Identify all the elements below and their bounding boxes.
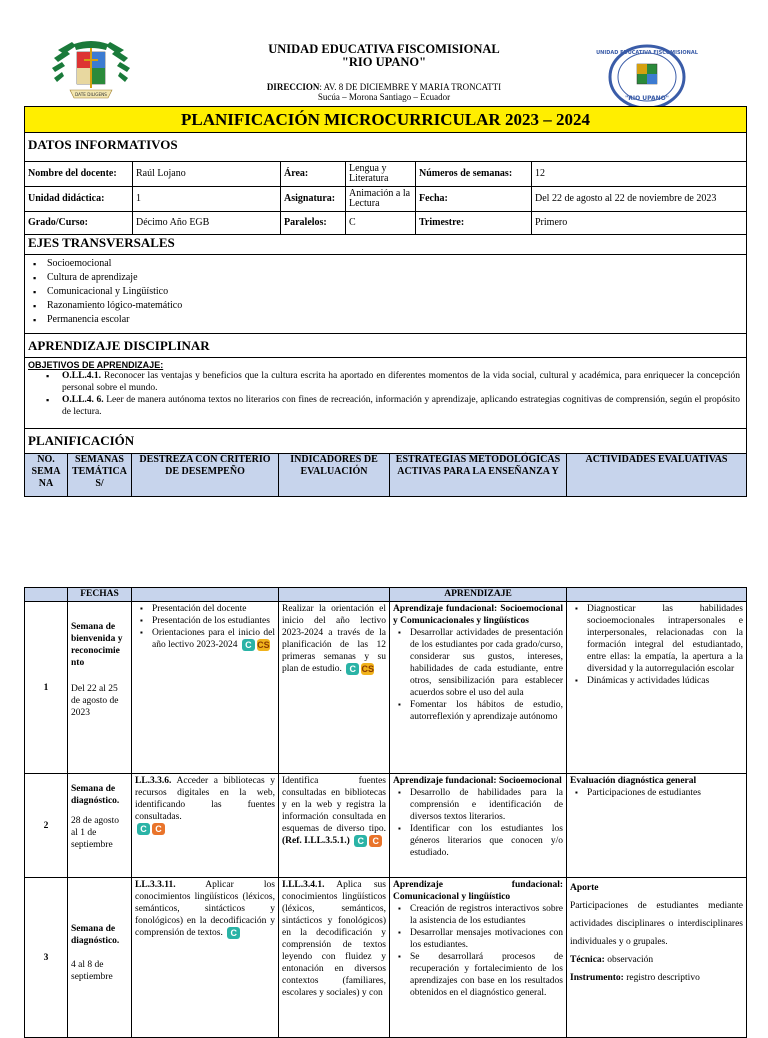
header-aprendizaje: APRENDIZAJE <box>390 588 567 602</box>
indicador-cell: I.LL.3.4.1. Aplica sus conocimientos lingüísticos (léxicos, semánticos, sintácticos y fonológicos) en la decodificación y comprensión de textos leyendo con fluidez y entonación en diversos contextos (familiares, escolares y sociales) y con <box>279 878 390 1038</box>
week-cell <box>68 602 132 774</box>
instrumento: Instrumento: registro descriptivo <box>570 973 700 983</box>
value-grado: Décimo Año EGB <box>133 212 281 235</box>
crest-motto: DATE DILIGENS <box>75 92 107 97</box>
competencia-s-icon: C <box>152 823 165 835</box>
ejes-list <box>25 255 746 329</box>
planificacion-section <box>24 429 747 453</box>
actividad-title: Evaluación diagnóstica general <box>570 776 697 786</box>
week-dates: 4 al 8 de septiembre <box>71 960 113 982</box>
col-header-destreza: DESTREZA CON CRITERIO DE DESEMPEÑO <box>132 454 279 497</box>
destreza-cell <box>132 602 279 774</box>
week-dates: 28 de agosto al 1 de septiembre <box>71 816 120 850</box>
list-item: ▪ Desarrollar mensajes motivaciones con los estudiantes. <box>410 927 563 951</box>
list-item: ▪ Presentación de los estudiantes <box>152 615 275 627</box>
address-label: DIRECCION <box>266 82 320 92</box>
datos-row <box>25 162 747 187</box>
estrategias-cell <box>390 774 567 878</box>
col-header-no-semana: NO. SEMA NA <box>25 454 68 497</box>
competencia-cs-icon: CS <box>257 640 270 650</box>
competencia-c-icon: C <box>242 639 255 651</box>
label-area: Área: <box>281 162 346 187</box>
label-grado: Grado/Curso: <box>25 212 133 235</box>
label-paralelos: Paralelos: <box>281 212 346 235</box>
school-name <box>0 43 768 69</box>
week-cell <box>68 878 132 1038</box>
ejes-heading: EJES TRANSVERSALES <box>25 231 746 255</box>
indicador-cell: Realizar la orientación el inicio del año lectivo 2023-2024 a través de la planificación de las 12 primeras semanas y su plan de estudio. C CS <box>279 602 390 774</box>
label-docente: Nombre del docente: <box>25 162 133 187</box>
label-asignatura: Asignatura: <box>281 187 346 212</box>
col-header-indicadores: INDICADORES DE EVALUACIÓN <box>279 454 390 497</box>
list-item: ▪ Comunicacional y Lingüístico <box>47 285 746 299</box>
school-location: Sucúa – Morona Santiago – Ecuador <box>317 92 451 102</box>
actividades-cell <box>567 878 747 1038</box>
indicador-cell: Identifica fuentes consultadas en bibliotecas y en la web y registra la información consultada en esquemas de diverso tipo. (Ref. I.LL.3.5.1.) C C <box>279 774 390 878</box>
list-item: ▪ Diagnosticar las habilidades socioemocionales intrapersonales e interpersonales, relacionadas con la formación integral del estudiantado, entre ellas: la empatía, la apertura a la diversidad y la autorregulación escolar <box>587 603 743 675</box>
list-item: ▪ Cultura de aprendizaje <box>47 271 746 285</box>
planificacion-table <box>24 587 747 1038</box>
list-item: ▪ Desarrollar actividades de presentación de los estudiantes por cada grado/curso, considerar sus gustos, intereses, habilidades de cada estudiante, entre otros, sensibilización para establecer acuerdos sobre el uso del aula <box>410 627 563 699</box>
value-fecha: Del 22 de agosto al 22 de noviembre de 2023 <box>532 187 747 212</box>
col-header-actividades: ACTIVIDADES EVALUATIVAS <box>567 454 747 497</box>
document-title: PLANIFICACIÓN MICROCURRICULAR 2023 – 2024 <box>24 106 747 133</box>
week-number: 3 <box>25 878 68 1038</box>
datos-table <box>24 161 747 235</box>
list-item: ▪ Dinámicas y actividades lúdicas <box>587 675 743 687</box>
seal-text-bottom: "RIO UPANO" <box>625 95 669 102</box>
label-semanas: Números de semanas: <box>416 162 532 187</box>
planificacion-header-table <box>24 453 747 497</box>
week-number: 1 <box>25 602 68 774</box>
datos-row <box>25 187 747 212</box>
header-fechas: FECHAS <box>68 588 132 602</box>
competencia-s-icon: C <box>369 835 382 847</box>
datos-heading: DATOS INFORMATIVOS <box>28 137 178 152</box>
week-cell <box>68 774 132 878</box>
value-semanas: 12 <box>532 162 747 187</box>
school-name-line1: UNIDAD EDUCATIVA FISCOMISIONAL <box>268 42 500 56</box>
objetivos-title: OBJETIVOS DE APRENDIZAJE: <box>28 360 164 370</box>
actividades-cell <box>567 602 747 774</box>
list-item: ▪ Participaciones de estudiantes <box>587 787 743 799</box>
list-item: ▪ Permanencia escolar <box>47 313 746 327</box>
actividades-cell <box>567 774 747 878</box>
estrategia-title: Aprendizaje fundacional: Socioemocional y Comunicacionales y lingüísticos <box>393 604 563 626</box>
competencia-c-icon: C <box>227 927 240 939</box>
list-item: ▪ Desarrollo de habilidades para la comprensión e identificación de diversos textos literarios. <box>410 787 563 823</box>
value-asignatura: Animación a la Lectura <box>346 187 416 212</box>
list-item: ▪ Se desarrollará procesos de recuperación y fortalecimiento de los aprendizajes con base en los resultados obtenidos en el diagnóstico general. <box>410 951 563 999</box>
col-header-semanas: SEMANAS TEMÁTICA S/ <box>68 454 132 497</box>
school-name-line2: "RIO UPANO" <box>341 55 427 69</box>
estrategias-cell <box>390 878 567 1038</box>
school-address <box>0 82 768 102</box>
label-trimestre: Trimestre: <box>416 212 532 235</box>
estrategias-cell <box>390 602 567 774</box>
ejes-section <box>24 231 747 334</box>
week-title: Semana de bienvenida y reconocimie nto <box>71 622 123 668</box>
value-unidad: 1 <box>133 187 281 212</box>
list-item: ▪ Creación de registros interactivos sobre la asistencia de los estudiantes <box>410 903 563 927</box>
seal-text-top: UNIDAD EDUCATIVA FISCOMISIONAL <box>596 50 698 56</box>
table-row <box>25 602 747 774</box>
table-row <box>25 878 747 1038</box>
actividad-text: Participaciones de estudiantes mediante actividades disciplinares o interdisciplinares individuales y o grupales. <box>570 901 743 947</box>
tecnica: Técnica: observación <box>570 955 654 965</box>
list-item: ▪ Orientaciones para el inicio del año lectivo 2023-2024 C CS <box>152 627 275 651</box>
table-header-row <box>25 588 747 602</box>
value-trimestre: Primero <box>532 212 747 235</box>
objetivo-1: ▪ O.LL.4.1. Reconocer las ventajas y beneficios que la cultura escrita ha aportado en diferentes momentos de la vida social, cultural y académica, para enriquecer la concepción personal sobre el mundo. <box>25 370 746 394</box>
list-item: ▪ Socioemocional <box>47 257 746 271</box>
week-title: Semana de diagnóstico. <box>71 924 120 946</box>
list-item: ▪ Razonamiento lógico-matemático <box>47 299 746 313</box>
list-item: ▪ Presentación del docente <box>152 603 275 615</box>
datos-section <box>24 133 747 161</box>
list-item: ▪ Identificar con los estudiantes los géneros literarios que conocen y/o estudiado. <box>410 823 563 859</box>
competencia-c-icon: C <box>354 835 367 847</box>
label-unidad: Unidad didáctica: <box>25 187 133 212</box>
table-row <box>25 774 747 878</box>
week-title: Semana de diagnóstico. <box>71 784 120 806</box>
list-item: ▪ Fomentar los hábitos de estudio, autorreflexión y aprendizaje autónomo <box>410 699 563 723</box>
estrategia-title: Aprendizaje fundacional: Socioemocional <box>393 776 562 786</box>
estrategia-title: Aprendizaje fundacional: Comunicacional y lingüístico <box>393 880 563 902</box>
actividad-title: Aporte <box>570 883 599 893</box>
value-area: Lengua y Literatura <box>346 162 416 187</box>
competencia-c-icon: C <box>346 663 359 675</box>
address-value: : AV. 8 DE DICIEMBRE Y MARIA TRONCATTI <box>319 82 502 92</box>
label-fecha: Fecha: <box>416 187 532 212</box>
week-dates: Del 22 al 25 de agosto de 2023 <box>71 684 119 718</box>
objetivo-2: ▪ O.LL.4. 6. Leer de manera autónoma textos no literarios con fines de recreación, información y aprendizaje, aplicando estrategias cognitivas de comprensión, según el propósito de lectura. <box>25 394 746 418</box>
planificacion-heading: PLANIFICACIÓN <box>28 433 135 448</box>
value-paralelos: C <box>346 212 416 235</box>
week-number: 2 <box>25 774 68 878</box>
value-docente: Raúl Lojano <box>133 162 281 187</box>
aprendizaje-section <box>24 334 747 429</box>
competencia-c-icon: C <box>137 823 150 835</box>
aprendizaje-heading: APRENDIZAJE DISCIPLINAR <box>25 334 746 358</box>
destreza-cell: LL.3.3.6. Acceder a bibliotecas y recursos digitales en la web, identificando las fuentes consultadas. C C <box>132 774 279 878</box>
col-header-estrategias: ESTRATEGIAS METODOLÓGICAS ACTIVAS PARA LA ENSEÑANZA Y <box>390 454 567 497</box>
competencia-cs-icon: CS <box>361 664 375 674</box>
destreza-cell: LL.3.3.11. Aplicar los conocimientos lingüísticos (léxicos, semánticos, sintácticos y fonológicos) en la decodificación y comprensión de textos. C <box>132 878 279 1038</box>
